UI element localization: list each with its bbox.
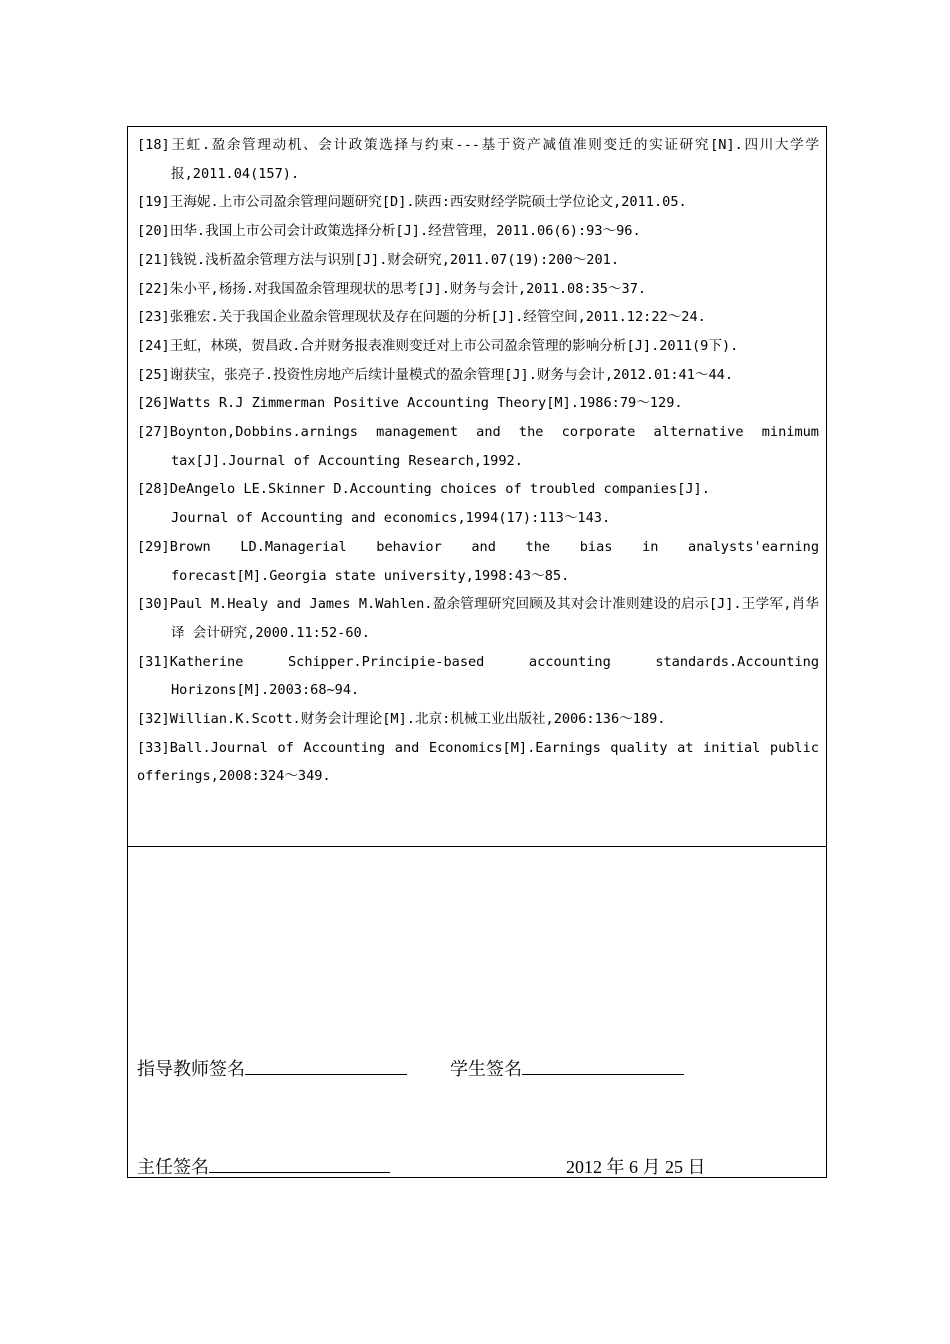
reference-item: [19]王海妮.上市公司盈余管理问题研究[D].陕西:西安财经学院硕士学位论文,2011.05. <box>137 194 687 211</box>
reference-item: [31]Katherine Schipper.Principie-based accounting standards.Accounting Horizons[M].2003:68~94. <box>137 653 819 699</box>
student-signature-label: 学生签名 <box>450 1059 522 1079</box>
reference-item <box>137 475 819 532</box>
reference-item: [18]王虹.盈余管理动机、会计政策选择与约束---基于资产减值准则变迁的实证研究[N].四川大学学报,2011.04(157). <box>137 137 819 182</box>
reference-line-1: [28]DeAngelo LE.Skinner D.Accounting choices of troubled companies[J]. <box>137 481 710 498</box>
director-signature-label: 主任签名 <box>137 1157 209 1177</box>
table-divider <box>127 846 827 847</box>
reference-item: [32]Willian.K.Scott.财务会计理论[M].北京:机械工业出版社,2006:136～189. <box>137 711 666 728</box>
signature-date: 2012 年 6 月 25 日 <box>566 1157 706 1177</box>
advisor-signature-label: 指导教师签名 <box>137 1059 245 1079</box>
reference-item: [33]Ball.Journal of Accounting and Economics[M].Earnings quality at initial public offerings,2008:324～349. <box>137 739 819 785</box>
advisor-signature-line[interactable] <box>245 1058 407 1075</box>
reference-item: [23]张雅宏.关于我国企业盈余管理现状及存在问题的分析[J].经管空间,2011.12:22～24. <box>137 309 706 326</box>
student-signature-line[interactable] <box>522 1058 684 1075</box>
reference-item: [25]谢获宝，张亮子.投资性房地产后续计量模式的盈余管理[J].财务与会计,2012.01:41～44. <box>137 366 734 383</box>
reference-item: [30]Paul M.Healy and James M.Wahlen.盈余管理研究回顾及其对会计准则建设的启示[J].王学军,肖华译 会计研究,2000.11:52-60. <box>137 596 819 641</box>
reference-list <box>137 131 819 791</box>
reference-item: [21]钱锐.浅析盈余管理方法与识别[J].财会研究,2011.07(19):200～201. <box>137 251 620 268</box>
reference-line-2: Journal of Accounting and economics,1994(17):113～143. <box>171 510 611 527</box>
student-signature <box>450 1058 684 1080</box>
reference-item: [26]Watts R.J Zimmerman Positive Accounting Theory[M].1986:79～129. <box>137 395 683 412</box>
reference-item: [29]Brown LD.Managerial behavior and the bias in analysts'earning forecast[M].Georgia state university,1998:43～85. <box>137 538 819 584</box>
reference-item: [24]王虹，林瑛，贺昌政.合并财务报表准则变迁对上市公司盈余管理的影响分析[J].2011(9下). <box>137 337 739 354</box>
reference-item: [22]朱小平,杨扬.对我国盈余管理现状的思考[J].财务与会计,2011.08:35～37. <box>137 280 647 297</box>
reference-item: [20]田华.我国上市公司会计政策选择分析[J].经营管理，2011.06(6):93～96. <box>137 223 641 240</box>
reference-item: [27]Boynton,Dobbins.arnings management and the corporate alternative minimum tax[J].Journal of Accounting Research,1992. <box>137 424 819 469</box>
director-signature <box>137 1156 390 1178</box>
advisor-signature <box>137 1058 407 1080</box>
director-signature-line[interactable] <box>209 1156 390 1173</box>
